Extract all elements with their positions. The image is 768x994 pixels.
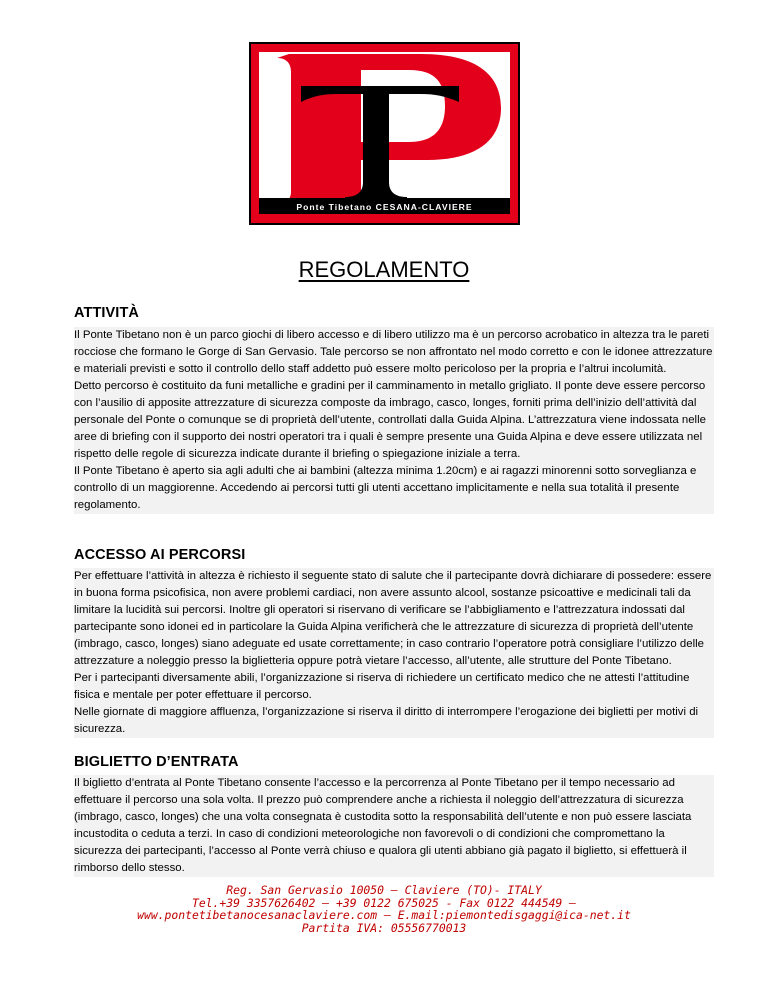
- footer-phone: Tel.+39 3357626402 – +39 0122 675025 - Fax 0122 444549 –: [191, 895, 577, 910]
- section-body-accesso: [74, 568, 714, 738]
- paragraph: Nelle giornate di maggiore affluenza, l’organizzazione si riserva il diritto di interrompere l’erogazione dei biglietti per motivi di sicurezza.: [74, 704, 714, 738]
- section-heading-attivita: ATTIVITÀ: [74, 305, 139, 321]
- footer-contact-info: [0, 884, 768, 934]
- paragraph: Il Ponte Tibetano non è un parco giochi di libero accesso e di libero utilizzo ma è un percorso acrobatico in altezza tra le pareti rocciose che formano le Gorge di San Gervasio. Tale percorso se non affrontato nel modo corretto e con le idonee attrezzature e materiali previsti e sotto il controllo dello staff addetto può essere molto pericoloso per la propria e l’altrui incolumità.: [74, 327, 714, 378]
- ponte-tibetano-logo: [249, 42, 520, 225]
- paragraph: Il Ponte Tibetano è aperto sia agli adulti che ai bambini (altezza minima 1.20cm) e ai ragazzi minorenni sotto sorveglianza e controllo di un maggiorenne. Accedendo ai percorsi tutti gli utenti accettano implicitamente e nella sua totalità il presente regolamento.: [74, 463, 714, 514]
- paragraph: Per i partecipanti diversamente abili, l’organizzazione si riserva di richiedere un certificato medico che ne attesti l’attitudine fisica e mentale per poter effettuare il percorso.: [74, 670, 714, 704]
- section-heading-biglietto: BIGLIETTO D’ENTRATA: [74, 754, 239, 770]
- section-heading-accesso: ACCESSO AI PERCORSI: [74, 547, 246, 563]
- footer-vat: Partita IVA: 05556770013: [301, 920, 467, 935]
- section-body-biglietto: [74, 775, 714, 877]
- paragraph: Detto percorso è costituito da funi metalliche e gradini per il camminamento in metallo grigliato. Il ponte deve essere percorso con l’ausilio di apposite attrezzature di sicurezza composte da imbrago, casco, longes, forniti prima dell’inizio dell’attività dal personale del Ponte o comunque se di proprietà dell’utente, controllati dalla Guida Alpina. L’attrezzatura viene indossata nelle aree di briefing con il supporto dei nostri operatori tra i quali è sempre presente una Guida Alpina e deve essere utilizzata nel rispetto delle regole di sicurezza indicate durante il briefing o spiegazione iniziale a terra.: [74, 378, 714, 463]
- page-title: REGOLAMENTO: [298, 257, 470, 282]
- section-body-attivita: [74, 327, 714, 514]
- logo-caption: Ponte Tibetano CESANA-CLAVIERE: [296, 202, 473, 212]
- footer-web-email: www.pontetibetanocesanaclaviere.com – E.mail:piemontedisgaggi@ica-net.it: [137, 908, 631, 922]
- paragraph: Il biglietto d’entrata al Ponte Tibetano consente l’accesso e la percorrenza al Ponte Tibetano per il tempo necessario ad effettuare il percorso una sola volta. Il prezzo può comprendere anche a richiesta il noleggio dell’attrezzatura di sicurezza (imbrago, casco, longes) che una volta consegnata è custodita sotto la responsabilità dell’utente e non può essere lasciata incustodita o ceduta a terzi. In caso di condizioni meteorologiche non favorevoli o di condizioni che compromettano la sicurezza dei partecipanti, l’accesso al Ponte verrà chiuso e qualora gli utenti abbiano già pagato il biglietto, si effettuerà il rimborso dello stesso.: [74, 775, 714, 877]
- footer-address: Reg. San Gervasio 10050 – Claviere (TO)- ITALY: [226, 883, 542, 897]
- paragraph: Per effettuare l’attività in altezza è richiesto il seguente stato di salute che il partecipante dovrà dichiarare di possedere: essere in buona forma psicofisica, non avere problemi cardiaci, non avere assunto alcool, sostanze psicoattive e medicinali tali da limitare la lucidità sui percorsi. Inoltre gli operatori si riservano di verificare se l’abbigliamento e l’attrezzatura indossati dal partecipante sono idonei ed in particolare la Guida Alpina verificherà che le attrezzature di sicurezza di proprietà dell’utente (imbrago, casco, longes) siano adeguate ed usate correttamente; in caso contrario l’operatore potrà consigliare l’utilizzo delle attrezzature a noleggio presso la biglietteria oppure potrà vietare l’accesso, all’utente, alle strutture del Ponte Tibetano.: [74, 568, 714, 670]
